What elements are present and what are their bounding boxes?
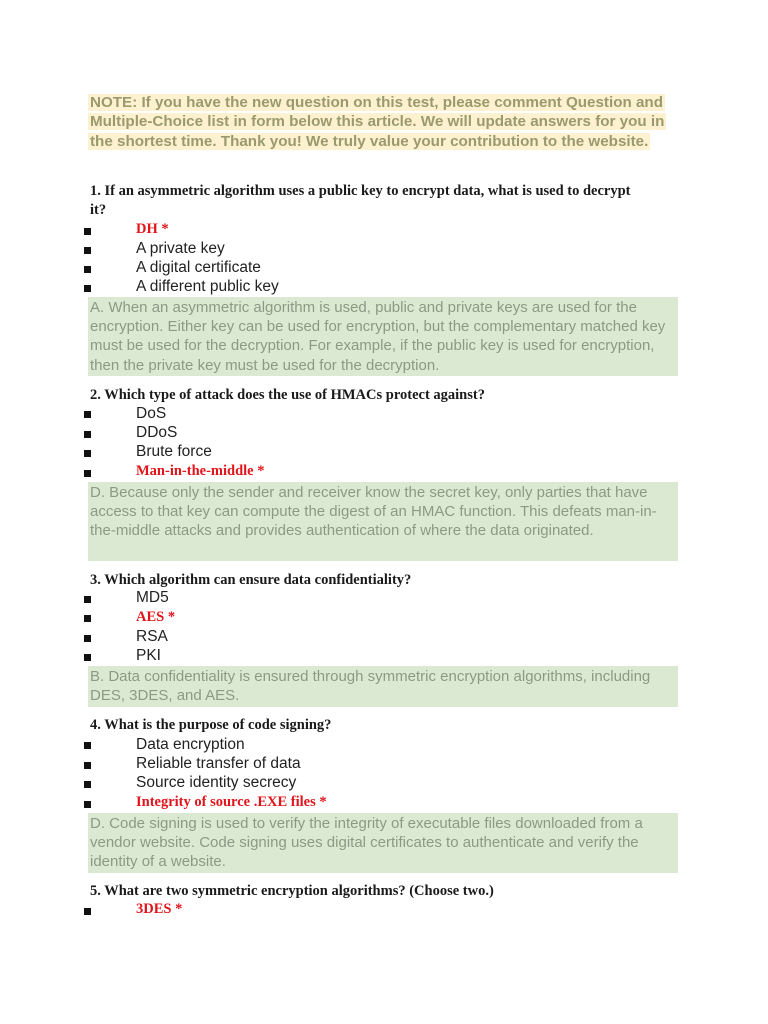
option: DDoS [136, 424, 178, 441]
question-1: 1. If an asymmetric algorithm uses a public key to encrypt data, what is used to decrypt it? [90, 183, 631, 218]
explanation-4: D. Code signing is used to verify the integrity of executable files downloaded from a vendor website. Code signing uses digital certificates to authenticate and verify the identity of a website. [88, 813, 678, 873]
option-correct: DH * [136, 221, 169, 237]
option: Brute force [136, 443, 212, 460]
option: Reliable transfer of data [136, 755, 301, 772]
question-3: 3. Which algorithm can ensure data confidentiality? [90, 572, 412, 588]
option: MD5 [136, 589, 169, 606]
explanation-3: B. Data confidentiality is ensured through symmetric encryption algorithms, including DES, 3DES, and AES. [88, 666, 678, 707]
explanation-1: A. When an asymmetric algorithm is used, public and private keys are used for the encryption. Either key can be used for encryption, but the complementary matched key must be used for the decryption. For example, if the public key is used for encryption, then the private key must be used for the decryption. [88, 297, 678, 376]
option-correct: AES * [136, 609, 176, 625]
bullet [84, 285, 91, 292]
bullet [84, 247, 91, 254]
bullet [84, 266, 91, 273]
bullet [84, 801, 91, 808]
bullet [84, 450, 91, 457]
question-4: 4. What is the purpose of code signing? [90, 717, 332, 733]
note-banner [88, 93, 678, 151]
bullet [84, 470, 91, 477]
bullet [84, 431, 91, 438]
bullet [84, 742, 91, 749]
option: A digital certificate [136, 259, 261, 276]
option: Data encryption [136, 736, 245, 753]
question-2: 2. Which type of attack does the use of HMACs protect against? [90, 387, 485, 403]
bullet [84, 635, 91, 642]
bullet [84, 654, 91, 661]
question-5: 5. What are two symmetric encryption algorithms? (Choose two.) [90, 883, 494, 899]
option: PKI [136, 647, 161, 664]
option: A private key [136, 240, 225, 257]
option: Source identity secrecy [136, 774, 297, 791]
bullet [84, 411, 91, 418]
option: RSA [136, 628, 168, 645]
bullet [84, 781, 91, 788]
bullet [84, 596, 91, 603]
bullet [84, 615, 91, 622]
bullet [84, 762, 91, 769]
option-correct: 3DES * [136, 901, 183, 917]
option: DoS [136, 405, 167, 422]
explanation-2: D. Because only the sender and receiver know the secret key, only parties that have access to that key can compute the digest of an HMAC function. This defeats man-in-the-middle attacks and provides authentication of where the data originated. [88, 482, 678, 561]
option-correct: Integrity of source .EXE files * [136, 794, 327, 810]
note-text: NOTE: If you have the new question on this test, please comment Question and Multiple-Choice list in form below this article. We will update answers for you in the shortest time. Thank you! We truly value your contribution to the website. [90, 94, 665, 150]
bullet [84, 228, 91, 235]
bullet [84, 908, 91, 915]
option: A different public key [136, 278, 279, 295]
option-correct: Man-in-the-middle * [136, 463, 265, 479]
